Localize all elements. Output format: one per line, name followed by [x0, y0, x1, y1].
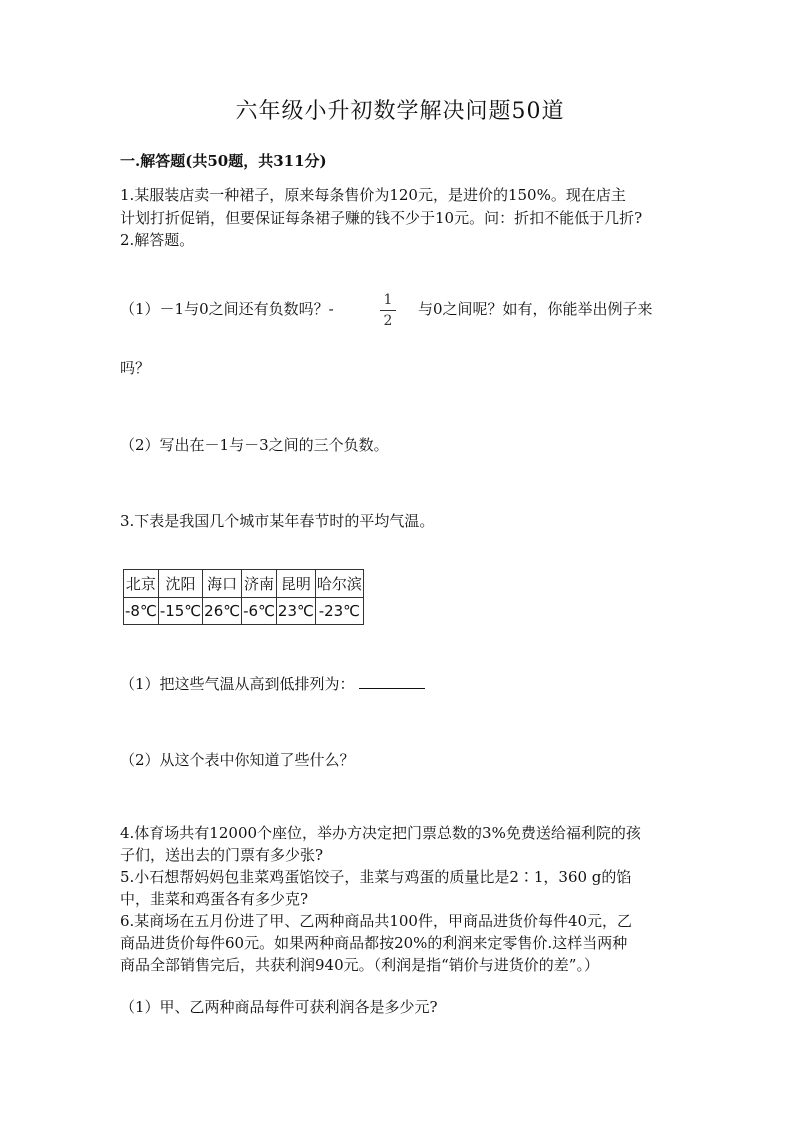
fraction-one-half	[378, 292, 398, 329]
table-cell-temp: 23℃	[276, 598, 315, 625]
q2-sub1-line2: 吗？	[120, 359, 151, 377]
q6-line1: 6.某商场在五月份进了甲、乙两种商品共100件，甲商品进货价每件40元，乙	[120, 912, 633, 930]
q2-sub1-part-b: 与0之间呢？如有，你能举出例子来	[418, 300, 653, 318]
q3-heading: 3.下表是我国几个城市某年春节时的平均气温。	[120, 512, 435, 530]
q4-line1: 4.体育场共有12000个座位，举办方决定把门票总数的3%免费送给福利院的孩	[120, 824, 641, 842]
q6-line3: 商品全部销售完后，共获利润940元。（利润是指“销价与进货价的差”。）	[120, 956, 599, 974]
q5-line1: 5.小石想帮妈妈包韭菜鸡蛋馅饺子，韭菜与鸡蛋的质量比是2∶1，360 g的馅	[120, 868, 632, 886]
q5-line2: 中，韭菜和鸡蛋各有多少克?	[120, 890, 309, 908]
fraction-bar	[380, 310, 396, 311]
table-cell-city: 昆明	[276, 570, 315, 598]
table-cell-city: 哈尔滨	[315, 570, 363, 598]
section-heading: 一.解答题(共50题，共311分)	[120, 152, 327, 170]
fraction-numerator: 1	[383, 292, 393, 308]
table-cell-city: 济南	[242, 570, 277, 598]
q1-line1: 1.某服装店卖一种裙子，原来每条售价为120元，是进价的150%。现在店主	[120, 186, 626, 204]
table-cell-city: 沈阳	[158, 570, 202, 598]
q3-sub2: （2）从这个表中你知道了些什么？	[120, 751, 355, 769]
page-title: 六年级小升初数学解决问题50道	[235, 99, 565, 124]
table-cell-city: 北京	[124, 570, 159, 598]
q3-sub1	[120, 673, 690, 695]
table-cell-temp: 26℃	[203, 598, 242, 625]
q3-sub1-text: （1）把这些气温从高到低排列为：	[120, 675, 355, 693]
temperature-table	[123, 569, 364, 625]
answer-blank[interactable]	[359, 673, 425, 689]
q6-line2: 商品进货价每件60元。如果两种商品都按20%的利润来定零售价.这样当两种	[120, 934, 628, 952]
table-cell-city: 海口	[203, 570, 242, 598]
q4-line2: 子们，送出去的门票有多少张?	[120, 846, 324, 864]
q6-sub1: （1）甲、乙两种商品每件可获利润各是多少元?	[120, 998, 438, 1016]
table-row-cities	[124, 570, 364, 598]
table-cell-temp: -8℃	[124, 598, 159, 625]
q2-sub2: （2）写出在－1与－3之间的三个负数。	[120, 436, 389, 454]
table-cell-temp: -15℃	[158, 598, 202, 625]
q2-sub1-part-a: （1）－1与0之间还有负数吗？-	[120, 300, 334, 318]
table-cell-temp: -23℃	[315, 598, 363, 625]
q2-heading: 2.解答题。	[120, 231, 195, 249]
q1-line2: 计划打折促销，但要保证每条裙子赚的钱不少于10元。问：折扣不能低于几折?	[120, 209, 643, 227]
table-cell-temp: -6℃	[242, 598, 277, 625]
table-row-temps	[124, 598, 364, 625]
fraction-denominator: 2	[383, 313, 393, 329]
